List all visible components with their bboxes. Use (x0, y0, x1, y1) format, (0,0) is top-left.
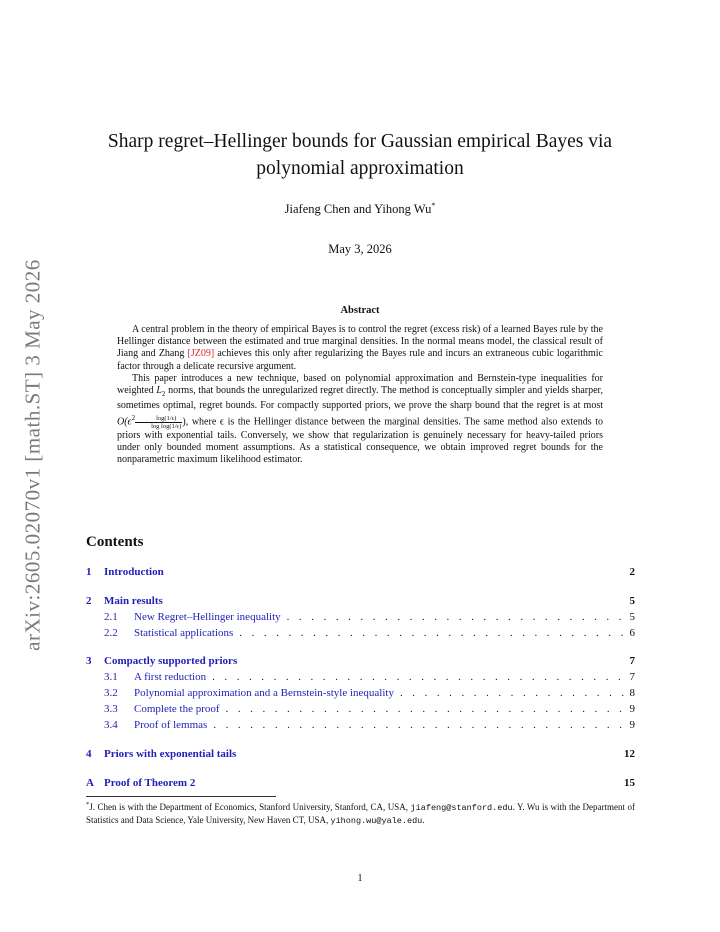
toc-entry-statistical-applications[interactable] (86, 627, 635, 641)
footnote-text-part: . (422, 815, 425, 826)
toc-page: 5 (629, 595, 635, 607)
toc-title: New Regret–Hellinger inequality (134, 611, 281, 623)
toc-entry-proof-of-lemmas[interactable] (86, 719, 635, 733)
footnote-text (86, 799, 635, 828)
toc-number: A (86, 777, 94, 789)
fraction (135, 415, 182, 430)
abstract-text: norms, that bounds the unregularized regret directly. The method is conceptually simpler and yields sharper, sometimes optimal, regret bounds. For compactly supported priors, we prove the sharp bound that the regret is at most (117, 385, 603, 412)
title-line-2: polynomial approximation (256, 158, 464, 179)
toc-title: Statistical applications (134, 627, 234, 639)
toc-leader-dots (212, 671, 623, 683)
toc-number: 2 (86, 595, 92, 607)
norm-subscript: 2 (161, 390, 166, 399)
toc-page: 15 (624, 777, 635, 789)
abstract-text: A central problem in the theory of empirical Bayes is to control the regret (excess risk) of a learned Bayes rule by the Hellinger distance between the estimated and true marginal densities. In the normal means model, the classical result of Jiang and Zhang (117, 324, 603, 360)
paper-title (60, 128, 660, 182)
toc-page: 9 (629, 703, 635, 715)
toc-entry-complete-proof[interactable] (86, 703, 635, 717)
toc-number: 3.1 (104, 671, 118, 683)
toc-leader-dots (400, 687, 624, 699)
toc-number: 3.2 (104, 687, 118, 699)
toc-title: Proof of Theorem 2 (104, 777, 196, 789)
toc-number: 4 (86, 748, 92, 760)
footnote-text-part: . Y. Wu is with the Department of Statistics and Data Science, Yale University, New Haven CT, USA, (86, 802, 635, 826)
paper-date: May 3, 2026 (328, 242, 392, 256)
abstract-paragraph-2 (117, 373, 603, 467)
abstract-text: achieves this only after regularizing the Bayes rule and incurs an extraneous cubic logarithmic factor through a delicate recursive argument. (117, 348, 603, 372)
toc-entry-exponential-tails[interactable] (86, 748, 635, 762)
toc-title: A first reduction (134, 671, 207, 683)
toc-entry-first-reduction[interactable] (86, 671, 635, 685)
toc-page: 9 (629, 719, 635, 731)
fraction-numerator: log(1/ϵ) (135, 415, 182, 423)
toc-page: 2 (629, 566, 635, 578)
abstract-paragraph-1 (117, 324, 603, 373)
toc-number: 2.2 (104, 627, 118, 639)
email-link-wu[interactable]: yihong.wu@yale.edu (330, 816, 423, 827)
email-link-chen[interactable]: jiafeng@stanford.edu (410, 803, 513, 813)
norm-symbol: L (156, 385, 162, 397)
toc-entry-compact-priors[interactable] (86, 655, 635, 669)
toc-page: 5 (629, 611, 635, 623)
footnote-mark: * (86, 801, 90, 808)
abstract-text: where ϵ is the Hellinger distance between the marginal densities. The same method also extends to priors with exponential tails. Conversely, we show that regularization is genuinely necessary for heavy-tailed priors under only bounded moment assumptions. As a statistical consequence, we obtain improved regret bounds for the nonparametric maximum likelihood estimator. (117, 416, 603, 466)
toc-leader-dots (287, 611, 624, 623)
closing-paren: ), (182, 416, 189, 428)
toc-title: Priors with exponential tails (104, 748, 237, 760)
big-o-expression: O(ϵ (117, 416, 132, 428)
toc-entry-appendix-a[interactable] (86, 777, 635, 791)
toc-number: 2.1 (104, 611, 118, 623)
toc-number: 3 (86, 655, 92, 667)
toc-page: 12 (624, 748, 635, 760)
arxiv-identifier (10, 250, 56, 660)
footnote-rule (86, 796, 276, 797)
toc-entry-regret-hellinger[interactable] (86, 611, 635, 625)
footnote-text-part: J. Chen is with the Department of Economics, Stanford University, Stanford, CA, USA, (89, 802, 411, 812)
author-footnote-mark: * (431, 201, 436, 210)
toc-title: Compactly supported priors (104, 655, 238, 667)
footnote (86, 799, 635, 828)
citation-link[interactable]: [JZ09] (187, 348, 215, 360)
contents-heading: Contents (86, 534, 144, 550)
toc-number: 1 (86, 566, 92, 578)
abstract-body (117, 324, 603, 467)
toc-entry-introduction[interactable] (86, 566, 635, 580)
toc-entry-polynomial-approximation[interactable] (86, 687, 635, 701)
abstract-heading: Abstract (340, 305, 380, 316)
toc-title: Introduction (104, 566, 164, 578)
toc-leader-dots (213, 719, 623, 731)
toc-number: 3.3 (104, 703, 118, 715)
toc-title: Main results (104, 595, 163, 607)
toc-page: 7 (629, 655, 635, 667)
toc-page: 8 (629, 687, 635, 699)
authors (60, 201, 660, 217)
toc-title: Complete the proof (134, 703, 220, 715)
toc-leader-dots (239, 627, 623, 639)
arxiv-identifier-text: arXiv:2605.02070v1 [math.ST] 3 May 2026 (20, 259, 45, 651)
title-line-1: Sharp regret–Hellinger bounds for Gaussian empirical Bayes via (107, 131, 613, 152)
toc-number: 3.4 (104, 719, 118, 731)
toc-entry-main-results[interactable] (86, 595, 635, 609)
toc-page: 6 (629, 627, 635, 639)
toc-title: Polynomial approximation and a Bernstein-style inequality (134, 687, 394, 699)
toc-title: Proof of lemmas (134, 719, 208, 731)
fraction-denominator: log log(1/ϵ) (151, 422, 182, 430)
toc-page: 7 (629, 671, 635, 683)
abstract-text: This paper introduces a new technique, based on polynomial approximation and Bernstein-type inequalities for weighted (117, 372, 603, 397)
exponent: 2 (131, 414, 136, 423)
page-number: 1 (357, 873, 363, 884)
toc-leader-dots (226, 703, 624, 715)
author-names: Jiafeng Chen and Yihong Wu (284, 202, 432, 217)
